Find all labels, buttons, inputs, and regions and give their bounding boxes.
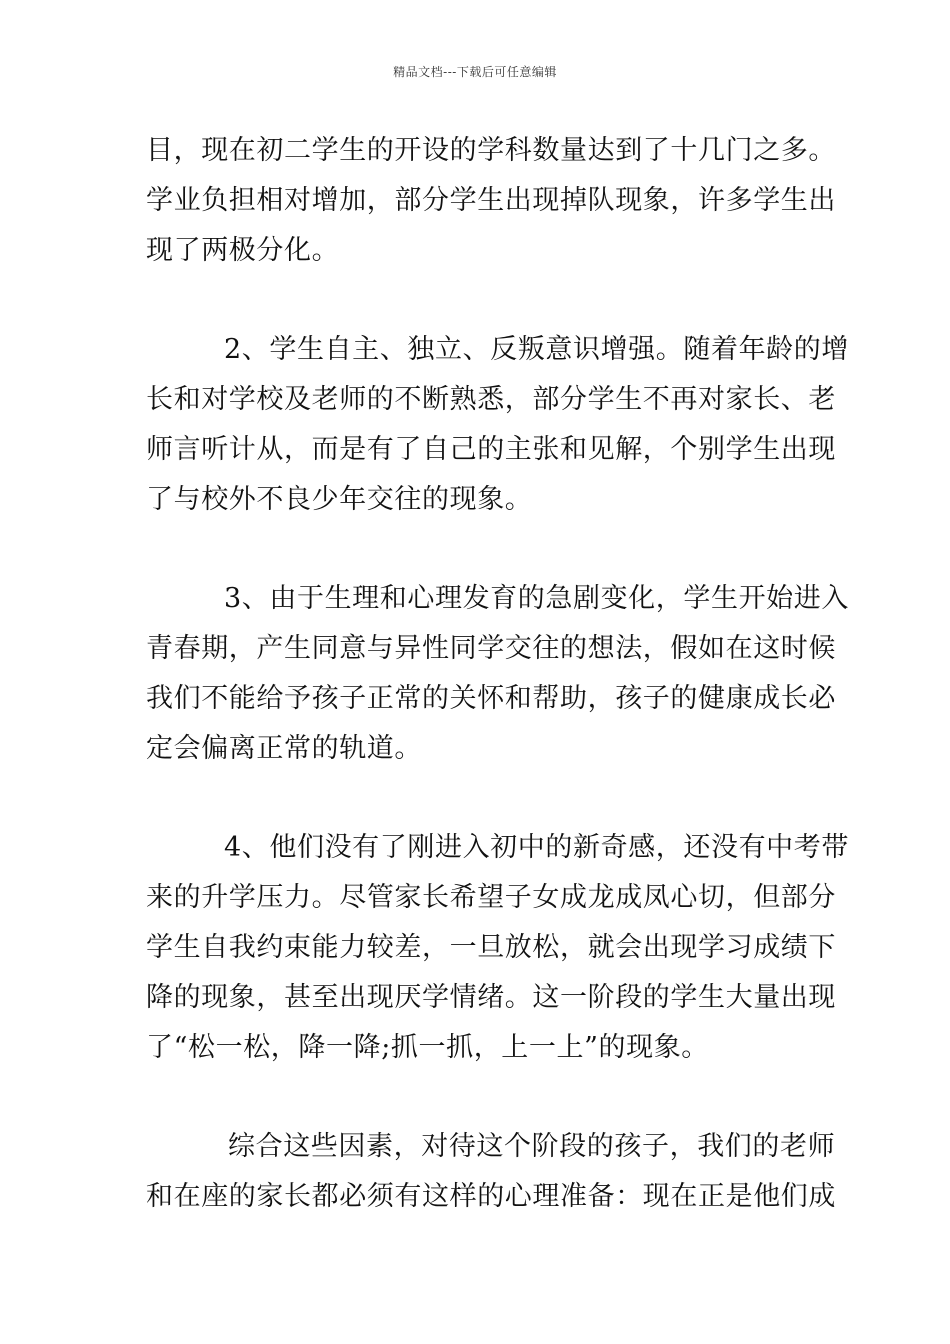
paragraph-line: 定会偏离正常的轨道。 [146, 733, 422, 764]
paragraph-line: 师言听计从，而是有了自己的主张和见解，个别学生出现 [146, 434, 836, 465]
paragraph-line: 2、学生自主、独立、反叛意识增强。随着年龄的增 [224, 334, 849, 365]
paragraph-line: 了与校外不良少年交往的现象。 [146, 484, 533, 515]
paragraph-4 [146, 823, 849, 1073]
paragraph-line: 长和对学校及老师的不断熟悉，部分学生不再对家长、老 [146, 384, 836, 415]
paragraph-line: 目，现在初二学生的开设的学科数量达到了十几门之多。 [146, 135, 836, 166]
paragraph-line: 了“松一松，降一降;抓一抓，上一上”的现象。 [146, 1032, 709, 1063]
paragraph-1 [146, 126, 836, 276]
paragraph-line: 和在座的家长都必须有这样的心理准备：现在正是他们成 [146, 1181, 836, 1212]
paragraph-line: 降的现象，甚至出现厌学情绪。这一阶段的学生大量出现 [146, 982, 836, 1013]
paragraph-line: 学业负担相对增加，部分学生出现掉队现象，许多学生出 [146, 185, 836, 216]
paragraph-line: 3、由于生理和心理发育的急剧变化，学生开始进入 [224, 583, 849, 614]
paragraph-line: 4、他们没有了刚进入初中的新奇感，还没有中考带 [224, 832, 849, 863]
paragraph-3 [146, 574, 849, 774]
paragraph-line: 现了两极分化。 [146, 235, 340, 266]
paragraph-line: 学生自我约束能力较差，一旦放松，就会出现学习成绩下 [146, 932, 836, 963]
page-header: 精品文档---下载后可任意编辑 [393, 65, 557, 79]
paragraph-2 [146, 325, 849, 525]
paragraph-line: 我们不能给予孩子正常的关怀和帮助，孩子的健康成长必 [146, 683, 836, 714]
paragraph-line: 来的升学压力。尽管家长希望子女成龙成凤心切，但部分 [146, 882, 836, 913]
paragraph-line: 综合这些因素，对待这个阶段的孩子，我们的老师 [228, 1131, 836, 1162]
paragraph-5 [146, 1122, 836, 1222]
document-body [146, 126, 849, 1222]
paragraph-line: 青春期，产生同意与异性同学交往的想法，假如在这时候 [146, 633, 836, 664]
